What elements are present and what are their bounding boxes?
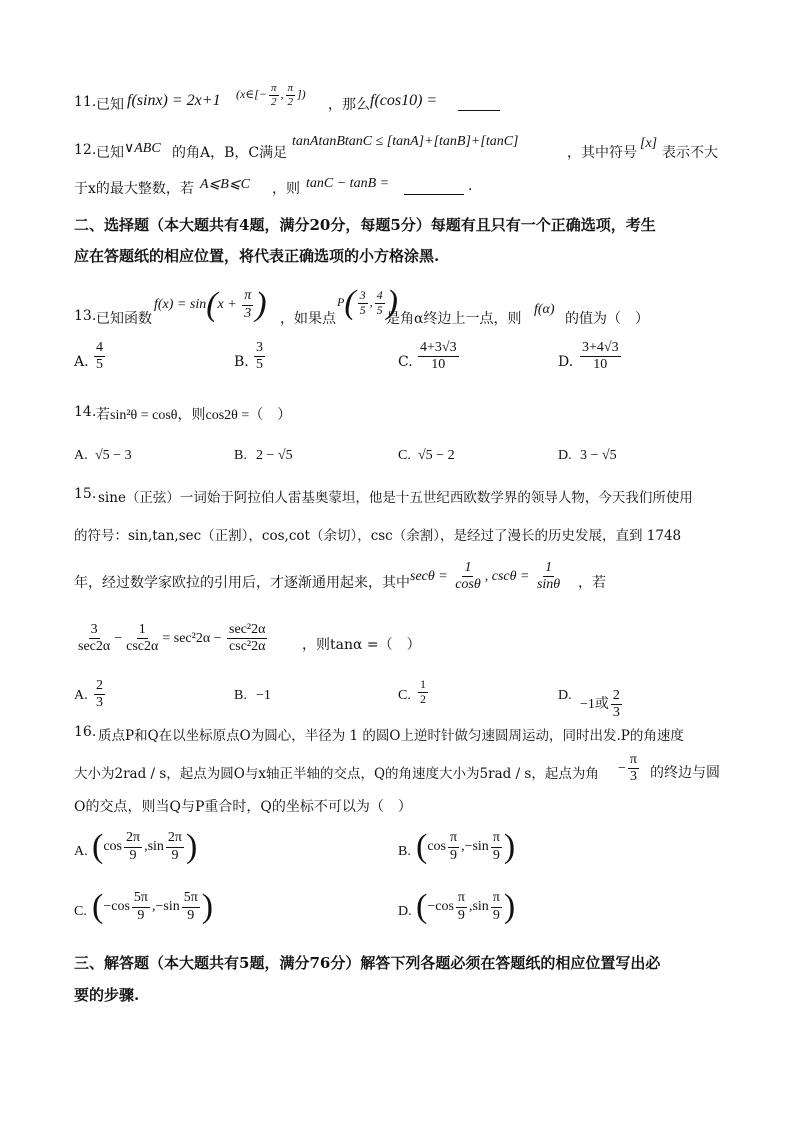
q13-mid: ，如果点 (280, 311, 336, 327)
q15-option-b-label: B. (234, 688, 247, 703)
q14-option-b-value[interactable]: 2 − √5 (256, 448, 293, 463)
q16-option-b-label: B. (398, 844, 411, 859)
q14-option-a-value[interactable]: √5 − 3 (95, 448, 132, 463)
q12-line1-c: ，其中符号 (567, 145, 637, 161)
q15-option-b-value[interactable]: −1 (256, 688, 271, 703)
q13-function: f(x) = sin(x + $\frac{\pi}{3}$ ) (154, 286, 267, 323)
q12-line1-d: 表示不大 (662, 145, 718, 161)
q15-number: 15. (74, 486, 97, 502)
q11-domain: (x∈[− $\frac{\pi}{2}$ , $\frac{\pi}{2}$ ]) (236, 82, 306, 108)
q14-text: 若sin²θ = cosθ，则cos2θ =（ ） (96, 408, 292, 423)
section-3-heading-line1: 三、解答题（本大题共有5题，满分76分）解答下列各题必须在答题纸的相应位置写出必 (74, 954, 661, 972)
q12-order: A⩽B⩽C (200, 177, 250, 192)
q13-option-a-label: A. (74, 354, 89, 370)
q13-number: 13. (74, 308, 97, 324)
q15-ask: ，则tanα =（ ） (302, 637, 421, 653)
q13-option-b-label: B. (234, 354, 249, 370)
q16-option-c-value[interactable]: (−cos $\frac{5\pi}{9}$ ,−sin $\frac{5\pi}{9}$ ) (92, 888, 214, 925)
q11-ask: f(cos10) = (370, 92, 438, 109)
q14-option-c-label: C. (398, 448, 411, 463)
q12-line1-b: 的角A，B，C满足 (172, 145, 288, 161)
q12-ask: tanC − tanB = (306, 176, 390, 191)
q11-prefix: 已知 (96, 97, 124, 113)
q15-option-c-label: C. (398, 688, 411, 703)
q15-option-a-value[interactable]: $\frac{2}{3}$ (96, 678, 103, 711)
q12-answer-blank[interactable] (404, 180, 464, 195)
q15-option-d-value[interactable]: −1或 $\frac{2}{3}$ (580, 688, 620, 721)
q14-option-b-label: B. (234, 448, 247, 463)
q15-line3-b: ，若 (578, 575, 606, 591)
q16-angle: − $\frac{\pi}{3}$ (618, 752, 637, 785)
q12-line2-b: ，则 (272, 181, 300, 197)
q14-option-c-value[interactable]: √5 − 2 (418, 448, 455, 463)
q16-option-a-value[interactable]: (cos $\frac{2\pi}{9}$ ,sin $\frac{2\pi}{9}$ ) (92, 828, 198, 865)
q11-mid: ，那么 (328, 97, 370, 113)
q15-equation: $\frac{3}{\sec 2\alpha}$ − $\frac{1}{\csc 2\alpha}$ = sec²2α − $\frac{\text{sec²2α}}{\text{csc²2α}}$ (78, 622, 266, 655)
section-3-heading-line2: 要的步骤. (74, 986, 140, 1004)
q14-option-d-value[interactable]: 3 − √5 (580, 448, 617, 463)
q13-prefix: 已知函数 (96, 311, 152, 327)
q13-post: 是角α终边上一点，则 (386, 311, 522, 327)
q11-answer-blank[interactable] (458, 96, 500, 111)
q16-option-b-value[interactable]: (cos $\frac{\pi}{9}$ ,−sin $\frac{\pi}{9}$ ) (416, 828, 516, 865)
q13-option-c-value[interactable]: $\frac{4+3√3}{10}$ (420, 340, 457, 373)
q12-symbol: [x] (640, 136, 658, 151)
section-2-heading-line2: 应在答题纸的相应位置，将代表正确选项的小方格涂黑. (74, 247, 440, 265)
q15-line2: 的符号：sin,tan,sec（正割），cos,cot（余切），csc（余割），是经过了漫长的历史发展，直到 1748 (74, 528, 682, 544)
q15-definition: secθ = $\frac{1}{\cos\theta}$ , cscθ = $\frac{1}{\sin\theta}$ (410, 560, 561, 593)
q16-line2-a: 大小为2rad / s，起点为圆O与x轴正半轴的交点，Q的角速度大小为5rad / s，起点为角 (74, 766, 599, 782)
q16-line2-b: 的终边与圆 (650, 765, 720, 781)
q12-condition: tanAtanBtanC ≤ [tanA]+[tanB]+[tanC] (292, 134, 519, 149)
q15-line1: sine（正弦）一词始于阿拉伯人雷基奥蒙坦，他是十五世纪西欧数学界的领导人物，今天我们所使用 (98, 490, 693, 506)
q15-line3-a: 年，经过数学家欧拉的引用后，才逐渐通用起来，其中 (74, 575, 410, 591)
q16-option-d-label: D. (398, 904, 412, 919)
q15-option-d-label: D. (558, 688, 572, 703)
q13-option-b-value[interactable]: $\frac{3}{5}$ (256, 340, 263, 373)
q15-option-c-value[interactable]: $\frac{1}{2}$ (420, 677, 426, 706)
q14-option-d-label: D. (558, 448, 572, 463)
q12-triangle: ∨ABC (124, 141, 161, 156)
q16-line1: 质点P和Q在以坐标原点O为圆心，半径为 1 的圆O上逆时针做匀速圆周运动，同时出发.P的角速度 (98, 728, 684, 744)
q16-option-a-label: A. (74, 844, 88, 859)
q13-option-a-value[interactable]: $\frac{4}{5}$ (96, 340, 103, 373)
q16-option-d-value[interactable]: (−cos $\frac{\pi}{9}$ ,sin $\frac{\pi}{9}$ ) (416, 888, 516, 925)
q13-ask: f(α) (534, 302, 555, 317)
q13-option-d-value[interactable]: $\frac{3+4√3}{10}$ (582, 340, 619, 373)
q13-point: P( $\frac{3}{5}$ , $\frac{4}{5}$ ) (337, 284, 398, 321)
q12-number: 12. (74, 142, 97, 158)
q16-option-c-label: C. (74, 904, 87, 919)
q13-option-d-label: D. (558, 354, 574, 370)
q11-number: 11. (74, 94, 97, 110)
q12-end: . (468, 178, 473, 194)
q13-end: 的值为（ ） (565, 311, 649, 327)
q12-line2-a: 于x的最大整数，若 (74, 181, 194, 197)
section-2-heading-line1: 二、选择题（本大题共有4题，满分20分，每题5分）每题有且只有一个正确选项，考生 (74, 216, 656, 234)
q15-option-a-label: A. (74, 688, 88, 703)
q16-line3: O的交点，则当Q与P重合时，Q的坐标不可以为（ ） (74, 799, 412, 815)
q12-line1-a: 已知 (96, 145, 124, 161)
q11-function: f(sinx) = 2x+1 (127, 92, 221, 109)
q14-number: 14. (74, 404, 97, 420)
q13-option-c-label: C. (398, 354, 413, 370)
q14-option-a-label: A. (74, 448, 88, 463)
q16-number: 16. (74, 724, 97, 740)
